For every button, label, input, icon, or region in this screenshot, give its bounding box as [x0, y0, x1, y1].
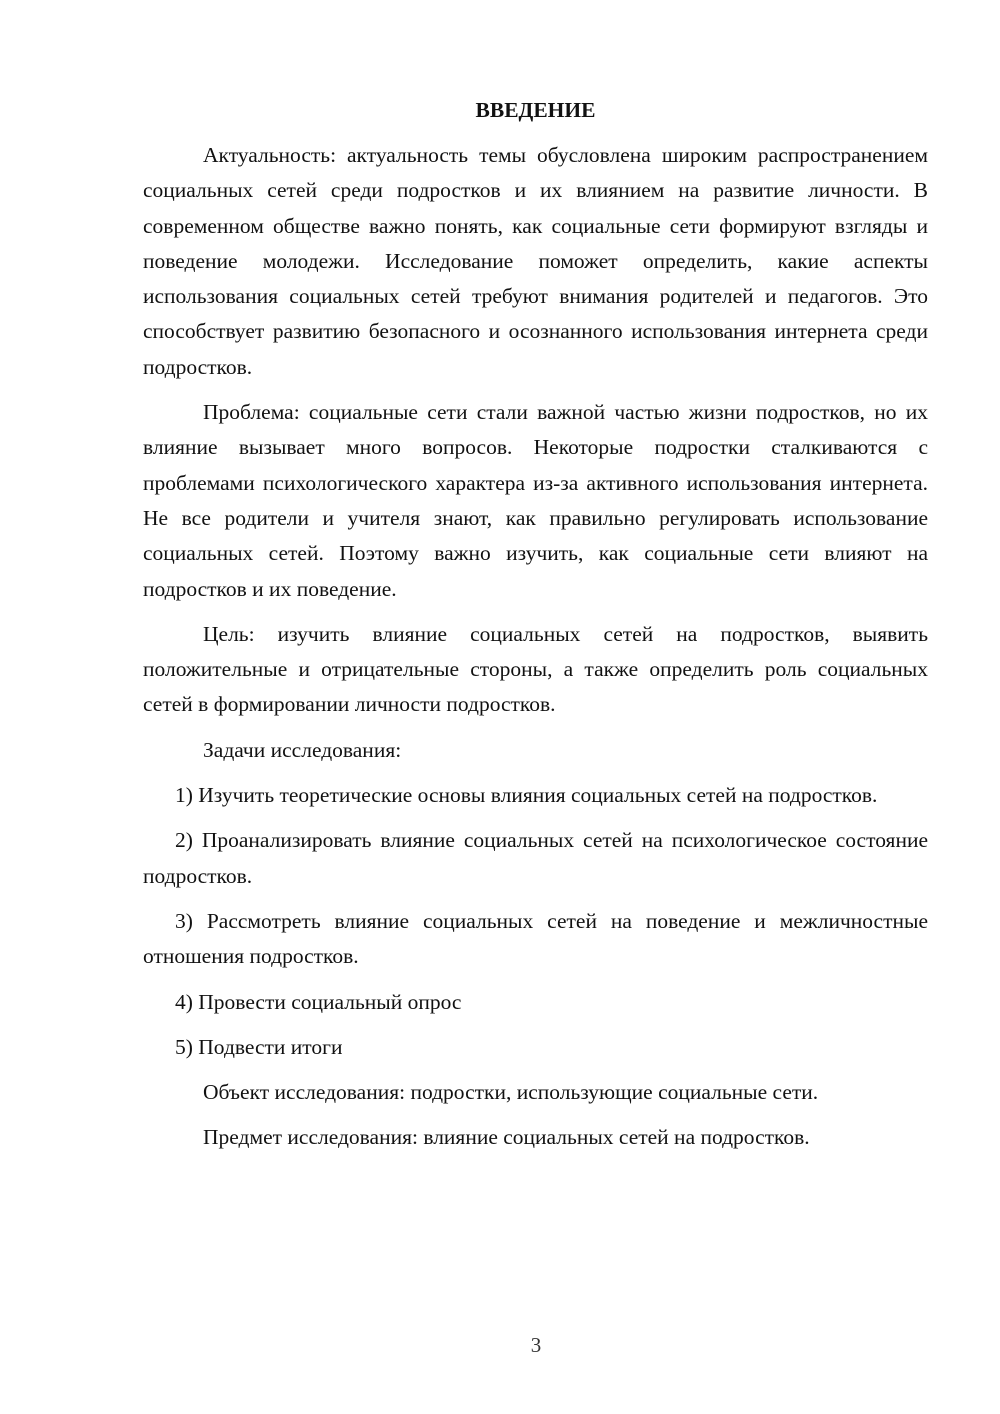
goal-paragraph: Цель: изучить влияние социальных сетей на подростков, выявить положительные и отрицательные стороны, а также определить роль социальных сетей в формировании личности подростков. — [143, 621, 928, 717]
research-object: Объект исследования: подростки, использующие социальные сети. — [203, 1080, 819, 1105]
tasks-heading: Задачи исследования: — [203, 737, 402, 762]
section-heading: ВВЕДЕНИЕ — [475, 98, 596, 122]
problem-paragraph: Проблема: социальные сети стали важной частью жизни подростков, но их влияние вызывает много вопросов. Некоторые подростки сталкиваются с проблемами психологического характера из-за активного использования интернета. Не все родители и учителя знают, как правильно регулировать использование социальных сетей. Поэтому важно изучить, как социальные сети влияют на подростков и их поведение. — [143, 400, 928, 601]
task-item-3: 3) Рассмотреть влияние социальных сетей на поведение и межличностные отношения подростков. — [143, 908, 928, 969]
task-item-1: 1) Изучить теоретические основы влияния социальных сетей на подростков. — [175, 783, 878, 808]
relevance-paragraph: Актуальность: актуальность темы обусловлена широким распространением социальных сетей среди подростков и их влиянием на развитие личности. В современном обществе важно понять, как социальные сети формируют взгляды и поведение молодежи. Исследование поможет определить, какие аспекты использования социальных сетей требуют внимания родителей и педагогов. Это способствует развитию безопасного и осознанного использования интернета среди подростков. — [143, 143, 928, 379]
task-item-4: 4) Провести социальный опрос — [175, 989, 462, 1014]
page-number: 3 — [530, 1333, 542, 1357]
page-content — [143, 93, 928, 1166]
task-item-5: 5) Подвести итоги — [175, 1034, 343, 1059]
research-subject: Предмет исследования: влияние социальных сетей на подростков. — [203, 1125, 810, 1150]
task-item-2: 2) Проанализировать влияние социальных сетей на психологическое состояние подростков. — [143, 828, 928, 888]
